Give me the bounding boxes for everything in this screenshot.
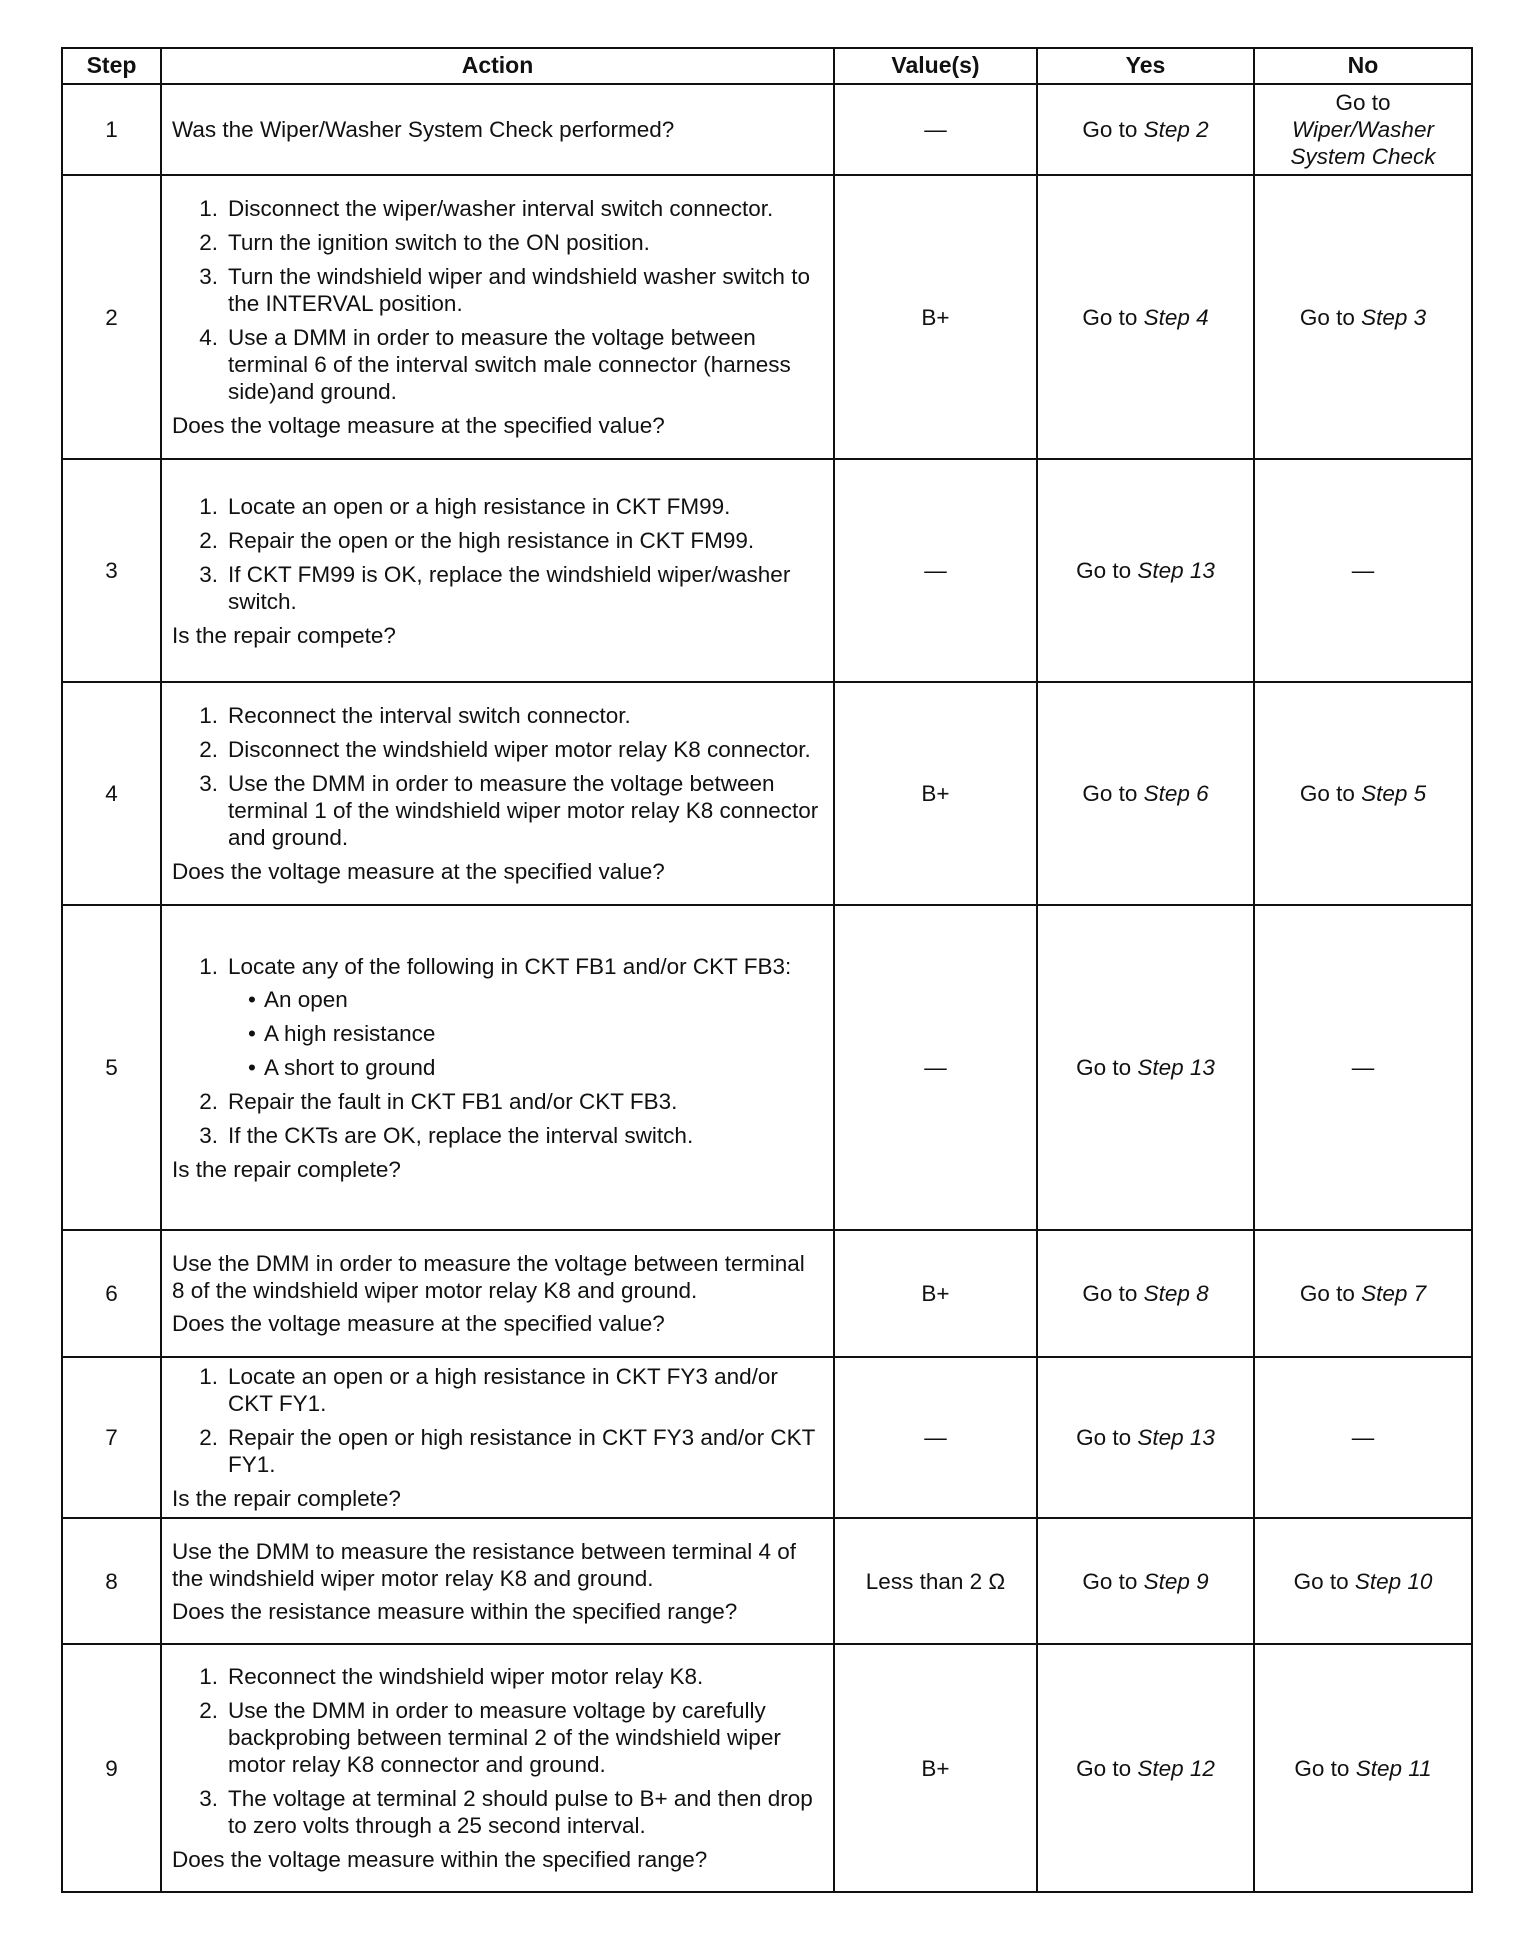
action-step: 1. Reconnect the interval switch connector. — [199, 703, 631, 728]
action-step: 4. Use a DMM in order to measure the voltage between terminal 6 of the interval switch male connector (harness side)and ground. — [199, 325, 791, 404]
yes-cell — [1037, 1644, 1254, 1892]
goto-prefix: Go to — [1076, 1425, 1132, 1450]
action-cell — [161, 1230, 834, 1357]
goto-step-link: Step 2 — [1143, 117, 1209, 142]
goto-step-link: Step 8 — [1143, 1281, 1209, 1306]
action-cell — [161, 1644, 834, 1892]
goto-step-link: Step 13 — [1137, 558, 1215, 583]
goto-step-link: Step 11 — [1355, 1755, 1432, 1781]
action-steps — [172, 953, 823, 1156]
table-row — [62, 1518, 1472, 1644]
no-cell — [1254, 1518, 1472, 1644]
step-number: 8 — [62, 1518, 161, 1644]
goto-step-link: Step 5 — [1361, 781, 1427, 806]
value-cell: B+ — [834, 1230, 1037, 1357]
goto-step-link: Step 10 — [1354, 1568, 1433, 1594]
action-step: 1. Locate any of the following in CKT FB1 and/or CKT FB3: • An open • A high resistance • A short to ground — [172, 953, 823, 1081]
yes-cell — [1037, 459, 1254, 682]
yes-cell — [1037, 905, 1254, 1230]
header-no: No — [1254, 48, 1472, 84]
action-question: Does the resistance measure within the specified range? — [172, 1598, 738, 1624]
goto-step-link: Step 4 — [1143, 304, 1209, 330]
yes-cell — [1037, 175, 1254, 459]
table-row — [62, 1644, 1472, 1892]
action-question: Was the Wiper/Washer System Check performed? — [172, 117, 675, 142]
action-steps — [172, 1363, 823, 1485]
no-cell: — — [1254, 459, 1472, 682]
action-step: 3. If CKT FM99 is OK, replace the windshield wiper/washer switch. — [199, 561, 791, 614]
goto-prefix: Go to — [1082, 1281, 1138, 1306]
goto-prefix: Go to — [1294, 1755, 1350, 1781]
goto-step-link: Step 13 — [1137, 1425, 1215, 1450]
action-step: 1. Locate an open or a high resistance in CKT FM99. — [199, 493, 731, 519]
value-cell: — — [834, 459, 1037, 682]
goto-prefix: Go to — [1076, 558, 1132, 583]
action-question: Is the repair complete? — [172, 1156, 401, 1182]
header-yes: Yes — [1037, 48, 1254, 84]
value-cell: — — [834, 1357, 1037, 1518]
action-cell — [161, 905, 834, 1230]
value-cell: — — [834, 905, 1037, 1230]
goto-prefix: Go to — [1082, 304, 1138, 330]
action-step: 1. Reconnect the windshield wiper motor relay K8. — [199, 1664, 704, 1689]
step-number: 6 — [62, 1230, 161, 1357]
action-text: Use the DMM to measure the resistance between terminal 4 of the windshield wiper motor relay K8 and ground. — [172, 1538, 797, 1591]
action-step: 3. The voltage at terminal 2 should pulse to B+ and then drop to zero volts through a 25 second interval. — [199, 1786, 813, 1838]
action-question: Is the repair complete? — [172, 1486, 401, 1511]
header-values: Value(s) — [834, 48, 1037, 84]
step-number: 9 — [62, 1644, 161, 1892]
action-step: 3. Use the DMM in order to measure the voltage between terminal 1 of the windshield wiper motor relay K8 connector and ground. — [199, 771, 819, 850]
action-step: 2. Repair the fault in CKT FB1 and/or CKT FB3. — [199, 1088, 678, 1114]
goto-prefix: Go to — [1299, 781, 1355, 806]
table-row — [62, 905, 1472, 1230]
action-cell — [161, 175, 834, 459]
goto-prefix: Go to — [1335, 90, 1391, 115]
goto-step-link: Step 13 — [1137, 1055, 1215, 1080]
action-cell — [161, 459, 834, 682]
no-cell: — — [1254, 905, 1472, 1230]
no-cell — [1254, 175, 1472, 459]
goto-step-link: Step 3 — [1361, 304, 1427, 330]
action-steps — [172, 702, 823, 858]
step-number: 2 — [62, 175, 161, 459]
action-step: 2. Repair the open or the high resistance in CKT FM99. — [199, 527, 755, 553]
action-step: 3. If the CKTs are OK, replace the interval switch. — [199, 1122, 694, 1148]
bullet-item: • A short to ground — [248, 1054, 436, 1080]
step-number: 7 — [62, 1357, 161, 1518]
action-cell — [161, 682, 834, 905]
yes-cell — [1037, 1357, 1254, 1518]
action-question: Is the repair compete? — [172, 622, 396, 648]
header-step: Step — [62, 48, 161, 84]
bullet-list — [228, 986, 823, 1081]
value-cell: B+ — [834, 682, 1037, 905]
table-row — [62, 84, 1472, 175]
action-cell — [161, 84, 834, 175]
action-question: Does the voltage measure at the specified value? — [172, 413, 665, 438]
goto-system-check-line1: Wiper/Washer — [1292, 117, 1434, 142]
action-step: 3. Turn the windshield wiper and windshield washer switch to the INTERVAL position. — [199, 264, 810, 316]
goto-prefix: Go to — [1076, 1055, 1132, 1080]
action-step: 2. Use the DMM in order to measure voltage by carefully backprobing between terminal 2 of the windshield wiper motor relay K8 connector and ground. — [199, 1698, 781, 1777]
table-row — [62, 175, 1472, 459]
goto-prefix: Go to — [1293, 1568, 1349, 1594]
no-cell: — — [1254, 1357, 1472, 1518]
goto-step-link: Step 12 — [1137, 1755, 1215, 1781]
action-cell — [161, 1518, 834, 1644]
value-cell: B+ — [834, 1644, 1037, 1892]
goto-step-link: Step 7 — [1361, 1281, 1427, 1306]
action-steps — [172, 195, 823, 412]
action-step: 2. Repair the open or high resistance in CKT FY3 and/or CKT FY1. — [199, 1425, 815, 1477]
action-step: 1. Disconnect the wiper/washer interval switch connector. — [199, 196, 774, 221]
value-cell: B+ — [834, 175, 1037, 459]
table-row — [62, 1230, 1472, 1357]
action-step: 1. Locate an open or a high resistance in CKT FY3 and/or CKT FY1. — [199, 1364, 778, 1416]
goto-step-link: Step 9 — [1143, 1568, 1209, 1594]
step-number: 3 — [62, 459, 161, 682]
action-question: Does the voltage measure at the specified value? — [172, 1311, 665, 1336]
value-cell: Less than 2 Ω — [834, 1518, 1037, 1644]
header-action: Action — [161, 48, 834, 84]
table-row — [62, 459, 1472, 682]
goto-system-check-line2: System Check — [1290, 144, 1436, 169]
no-cell — [1254, 1230, 1472, 1357]
goto-prefix: Go to — [1299, 1281, 1355, 1306]
goto-prefix: Go to — [1082, 781, 1138, 806]
goto-prefix: Go to — [1299, 304, 1355, 330]
step-number: 1 — [62, 84, 161, 175]
action-steps — [172, 1663, 823, 1846]
goto-step-link: Step 6 — [1143, 781, 1209, 806]
value-cell: — — [834, 84, 1037, 175]
action-step: 2. Turn the ignition switch to the ON position. — [199, 230, 650, 255]
action-step: 2. Disconnect the windshield wiper motor relay K8 connector. — [199, 737, 811, 762]
goto-prefix: Go to — [1076, 1755, 1132, 1781]
action-cell — [161, 1357, 834, 1518]
table-header-row — [62, 48, 1472, 84]
bullet-item: • A high resistance — [248, 1020, 436, 1046]
goto-prefix: Go to — [1082, 117, 1138, 142]
bullet-item: • An open — [248, 986, 348, 1012]
table-row — [62, 1357, 1472, 1518]
action-steps — [172, 493, 823, 622]
step-number: 4 — [62, 682, 161, 905]
no-cell — [1254, 84, 1472, 175]
diagnostic-table — [61, 47, 1473, 1893]
yes-cell — [1037, 682, 1254, 905]
goto-prefix: Go to — [1082, 1568, 1138, 1594]
no-cell — [1254, 682, 1472, 905]
yes-cell — [1037, 1230, 1254, 1357]
action-question: Does the voltage measure within the specified range? — [172, 1847, 708, 1872]
step-number: 5 — [62, 905, 161, 1230]
action-question: Does the voltage measure at the specified value? — [172, 859, 665, 884]
no-cell — [1254, 1644, 1472, 1892]
yes-cell — [1037, 84, 1254, 175]
action-text: Use the DMM in order to measure the voltage between terminal 8 of the windshield wiper motor relay K8 and ground. — [172, 1251, 805, 1303]
table-row — [62, 682, 1472, 905]
yes-cell — [1037, 1518, 1254, 1644]
